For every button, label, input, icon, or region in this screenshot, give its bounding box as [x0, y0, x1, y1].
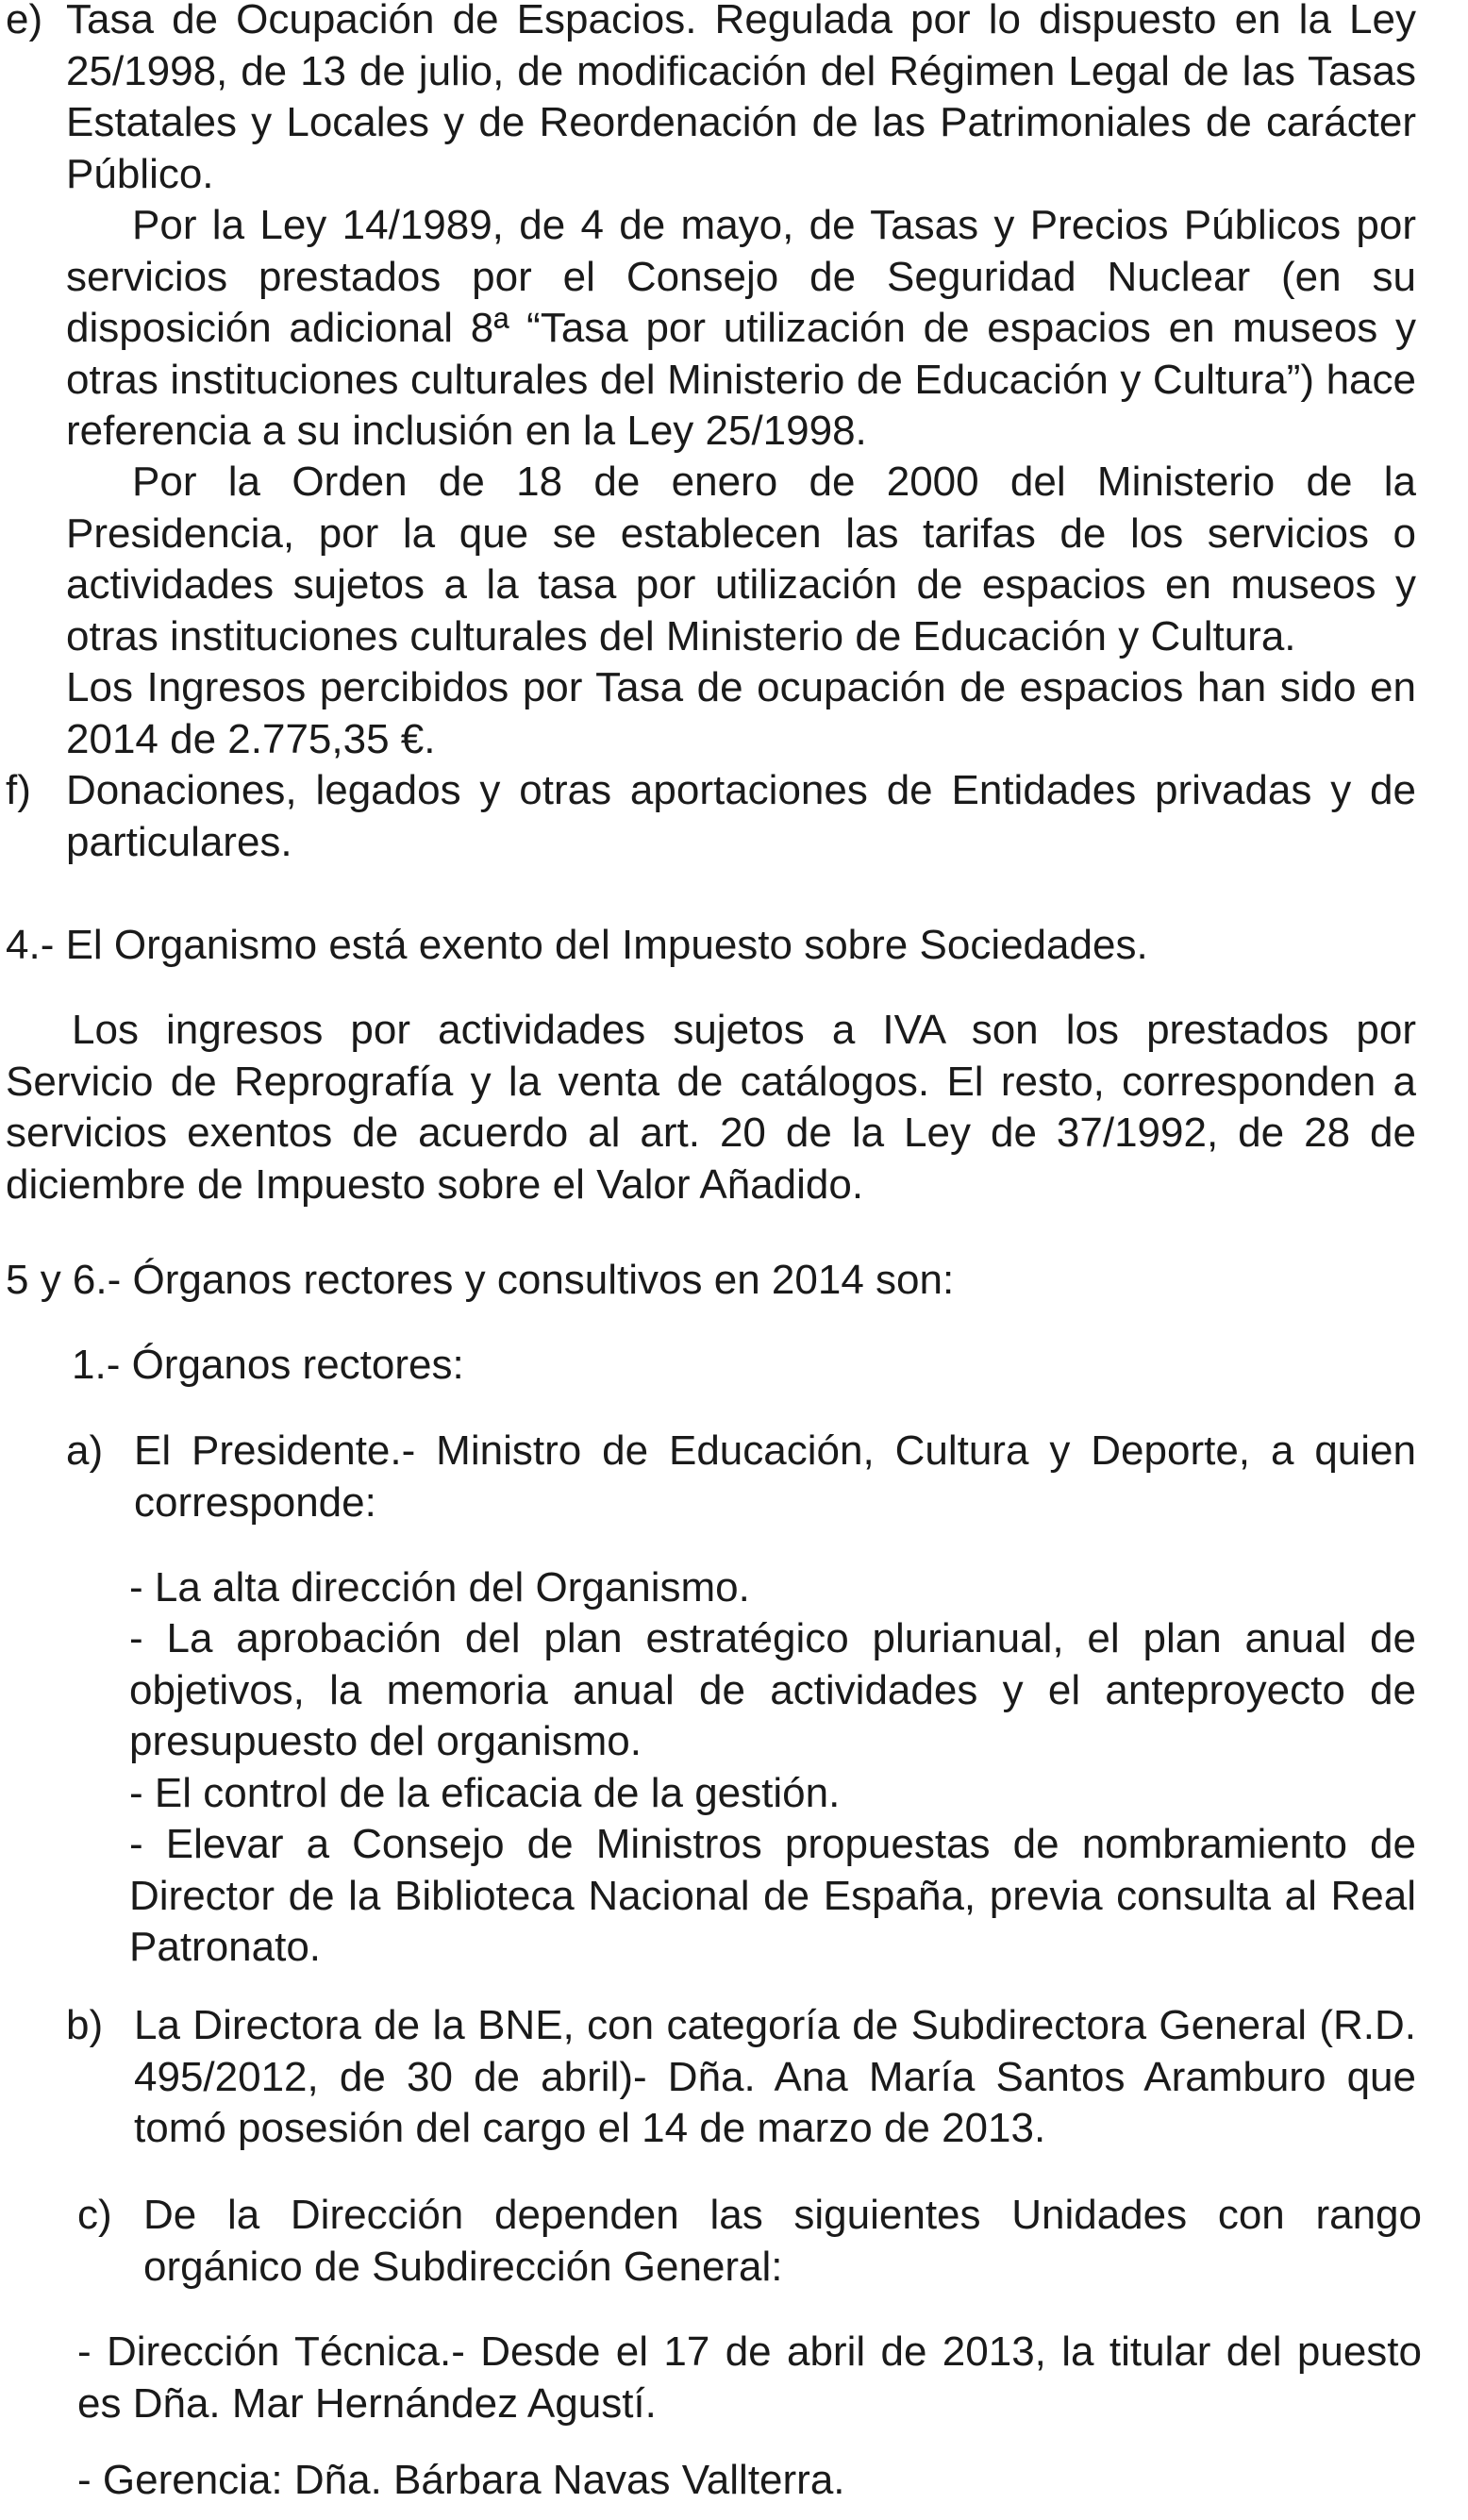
item-f-paragraph: Donaciones, legados y otras aportaciones de Entidades privadas y de particulares.: [66, 767, 1416, 865]
section-4-body: Los ingresos por actividades sujetos a IVA son los prestados por Servicio de Reprografía y la venta de catálogos. El resto, corresponden a servicios exentos de acuerdo al art. 20 de la Ley de 37/1992, de 28 de diciembre de Impuesto sobre el Valor Añadido.: [6, 1007, 1416, 1208]
item-c-paragraph: De la Dirección dependen las siguientes Unidades con rango orgánico de Subdirección General:: [143, 2192, 1422, 2290]
item-a-paragraph: El Presidente.- Ministro de Educación, Cultura y Deporte, a quien corresponde:: [134, 1427, 1416, 1526]
item-e-paragraph-1: Tasa de Ocupación de Espacios. Regulada por lo dispuesto en la Ley 25/1998, de 13 de julio, de modificación del Régimen Legal de las Tasas Estatales y Locales y de Reordenación de las Patrimoniales de carácter Público.: [66, 0, 1416, 197]
item-b-label: b): [66, 2002, 104, 2048]
unit-item: - Dirección Técnica.- Desde el 17 de abril de 2013, la titular del puesto es Dña. Mar Hernández Agustí.: [77, 2328, 1422, 2427]
item-a-label: a): [66, 1427, 104, 1474]
section-4-heading: 4.- El Organismo está exento del Impuesto sobre Sociedades.: [6, 922, 1148, 968]
presidente-duty-item: - La aprobación del plan estratégico plurianual, el plan anual de objetivos, la memoria anual de actividades y el anteproyecto de presupuesto del organismo.: [129, 1615, 1416, 1764]
section-5-6-heading: 5 y 6.- Órganos rectores y consultivos en 2014 son:: [6, 1257, 955, 1303]
item-e-paragraph-3: Por la Orden de 18 de enero de 2000 del Ministerio de la Presidencia, por la que se establecen las tarifas de los servicios o actividades sujetos a la tasa por utilización de espacios en museos y otras instituciones culturales del Ministerio de Educación y Cultura.: [66, 459, 1416, 659]
presidente-duty-item: - Elevar a Consejo de Ministros propuestas de nombramiento de Director de la Biblioteca Nacional de España, previa consulta al Real Patronato.: [129, 1821, 1416, 1970]
item-e-label: e): [6, 0, 43, 42]
item-b-paragraph: La Directora de la BNE, con categoría de Subdirectora General (R.D. 495/2012, de 30 de abril)- Dña. Ana María Santos Aramburo que tomó posesión del cargo el 14 de marzo de 2013.: [134, 2002, 1416, 2151]
presidente-duty-item: - La alta dirección del Organismo.: [129, 1564, 750, 1610]
item-f-label: f): [6, 767, 31, 813]
unit-item: - Gerencia: Dña. Bárbara Navas Vallterra.: [77, 2457, 845, 2503]
presidente-duty-item: - El control de la eficacia de la gestión.: [129, 1770, 841, 1816]
organos-rectores-heading: 1.- Órganos rectores:: [72, 1342, 464, 1388]
item-e-paragraph-4: Los Ingresos percibidos por Tasa de ocupación de espacios han sido en 2014 de 2.775,35 €.: [66, 664, 1416, 762]
item-c-label: c): [77, 2192, 112, 2238]
item-e-paragraph-2: Por la Ley 14/1989, de 4 de mayo, de Tasas y Precios Públicos por servicios prestados por el Consejo de Seguridad Nuclear (en su disposición adicional 8ª “Tasa por utilización de espacios en museos y otras instituciones culturales del Ministerio de Educación y Cultura”) hace referencia a su inclusión en la Ley 25/1998.: [66, 202, 1416, 454]
